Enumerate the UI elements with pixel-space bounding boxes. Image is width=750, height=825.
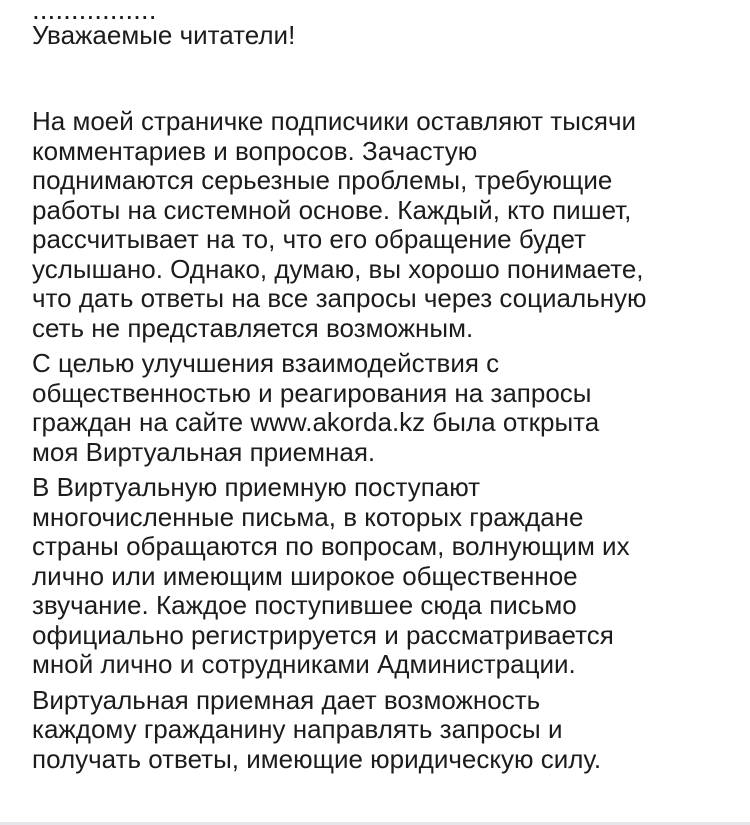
- text-line: общественностью и реагирования на запросы: [32, 377, 592, 408]
- text-line: Виртуальная приемная дает возможность: [32, 684, 541, 715]
- paragraph-3: [32, 473, 732, 680]
- post-text: [32, 0, 732, 780]
- ellipsis-dots: ................: [32, 0, 157, 25]
- text-line: работы на системной основе. Каждый, кто пишет,: [32, 194, 632, 225]
- text-line: рассчитывает на то, что его обращение будет: [32, 224, 586, 254]
- text-line: официально регистрируется и рассматривается: [32, 619, 614, 650]
- text-line: лично или имеющим широкое общественное: [32, 560, 578, 591]
- text-line: С целью улучшения взаимодействия с: [32, 348, 500, 378]
- text-line: В Виртуальную приемную поступают: [32, 472, 481, 502]
- text-line: мной лично и сотрудниками Администрации.: [32, 649, 576, 679]
- text-line: комментариев и вопросов. Зачастую: [32, 135, 478, 166]
- paragraph-gap: [32, 51, 732, 107]
- text-line: каждому гражданину направлять запросы и: [32, 714, 563, 744]
- text-line: поднимаются серьезные проблемы, требующие: [32, 165, 613, 195]
- text-line: граждан на сайте www.akorda.kz была открыта: [32, 407, 600, 437]
- text-line: сеть не представляется возможным.: [32, 312, 474, 343]
- text-line: что дать ответы на все запросы через социальную: [32, 283, 647, 313]
- greeting: Уважаемые читатели!: [32, 20, 296, 50]
- text-line: получать ответы, имеющие юридическую силу.: [32, 743, 602, 774]
- text-line: страны обращаются по вопросам, волнующим их: [32, 531, 630, 561]
- text-line: звучание. Каждое поступившее сюда письмо: [32, 590, 577, 620]
- paragraph-2: [32, 349, 732, 467]
- text-line: услышано. Однако, думаю, вы хорошо понимаете,: [32, 253, 644, 284]
- text-line: На моей страничке подписчики оставляют тысячи: [32, 106, 637, 136]
- paragraph-4: [32, 686, 732, 775]
- paragraph-1: [32, 107, 732, 343]
- text-line: моя Виртуальная приемная.: [32, 436, 376, 467]
- text-line: многочисленные письма, в которых граждане: [32, 501, 584, 532]
